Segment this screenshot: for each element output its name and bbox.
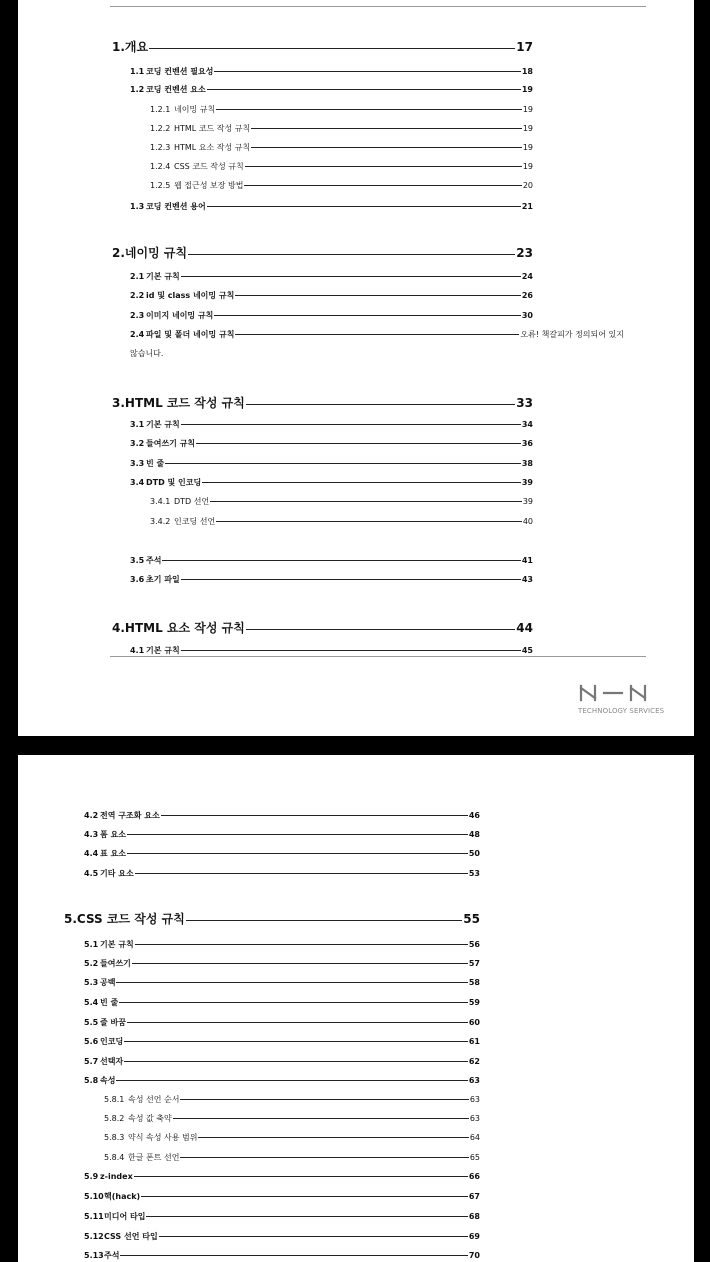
toc-number: 5.8.3 [104,1133,125,1142]
toc-leader-line [216,521,522,522]
document-page-2 [18,755,694,1262]
toc-title: 약식 속성 사용 범위 [128,1133,198,1142]
toc-page-number: 19 [521,85,533,94]
toc-title: 미디어 타입 [104,1212,146,1221]
toc-page-number: 67 [468,1192,480,1201]
toc-label [84,1211,145,1222]
toc-label [104,1113,172,1124]
toc-label [84,1075,115,1086]
toc-label [84,829,126,840]
toc-leader-line [188,254,515,255]
toc-leader-line [207,206,521,207]
toc-label [130,201,206,212]
toc-title: 속성 [100,1076,116,1085]
toc-page-number: 오류! 책갈피가 정의되어 있지 [520,330,624,339]
toc-label [84,977,115,988]
toc-subsection[interactable] [104,1152,480,1163]
toc-label [130,329,234,340]
toc-subsection[interactable] [104,1094,480,1105]
toc-label [130,271,180,282]
toc-leader-line [181,276,521,277]
toc-number: 3.4 [130,478,145,487]
toc-title: CSS 코드 작성 규칙 [76,912,185,926]
toc-leader-line [251,147,522,148]
toc-leader-line [124,1041,468,1042]
toc-label [84,958,131,969]
toc-number: 5.4 [84,998,99,1007]
toc-page-number: 53 [468,869,480,878]
toc-section[interactable] [130,201,533,212]
toc-title: 기타 요소 [100,869,134,878]
toc-label [112,244,187,261]
toc-leader-line [146,1216,467,1217]
toc-page-number: 39 [521,478,533,487]
toc-label [112,394,245,411]
toc-leader-line [216,109,522,110]
toc-section[interactable] [84,1172,480,1181]
toc-number: 5.8.4 [104,1153,125,1162]
header-rule [110,6,646,7]
toc-page-number: 33 [516,396,533,410]
toc-title: 줄 바꿈 [100,1018,126,1027]
toc-subsection[interactable] [150,161,533,172]
toc-page-number: 26 [521,291,533,300]
toc-page-number: 38 [521,459,533,468]
toc-subsection[interactable] [150,180,533,191]
toc-number: 4.2 [84,811,99,820]
toc-number: 3.4.1 [150,497,171,506]
toc-title: 이미지 네이밍 규칙 [146,311,214,320]
toc-title: 초기 파일 [146,575,180,584]
toc-title: 폼 요소 [100,830,126,839]
toc-section[interactable] [84,848,480,859]
toc-label [84,848,126,859]
toc-page-number: 34 [521,420,533,429]
toc-page-number: 48 [468,830,480,839]
toc-page-number: 19 [522,105,533,114]
toc-section[interactable] [130,477,533,488]
document-page-1 [18,0,694,736]
toc-number: 5.1 [84,940,99,949]
toc-section[interactable] [130,645,533,656]
toc-heading[interactable] [112,38,533,55]
toc-leader-line [180,1099,468,1100]
toc-subsection[interactable] [104,1132,480,1143]
toc-title: HTML 코드 작성 규칙 [174,124,251,133]
toc-title: 코딩 컨벤션 필요성 [146,67,214,76]
toc-label [104,1152,179,1163]
toc-number: 1. [112,40,125,54]
toc-leader-line [134,1176,468,1177]
toc-section[interactable] [84,1250,480,1261]
toc-page-number: 17 [516,40,533,54]
toc-number: 5.2 [84,959,99,968]
toc-label [84,868,134,879]
toc-page-number: 36 [521,439,533,448]
toc-leader-line [235,334,519,335]
toc-leader-line [132,963,468,964]
toc-leader-line [202,482,521,483]
toc-heading[interactable] [64,910,480,927]
toc-page-number: 63 [468,1076,480,1085]
toc-page-number: 40 [522,517,533,526]
toc-label [150,123,250,134]
toc-page-number: 20 [522,181,533,190]
toc-page-number: 64 [469,1133,480,1142]
toc-page-number: 58 [468,978,480,987]
toc-page-number: 57 [468,959,480,968]
toc-title: HTML 요소 작성 규칙 [124,621,245,635]
toc-section[interactable] [84,868,480,879]
toc-section[interactable] [84,939,480,950]
toc-number: 3.6 [130,575,145,584]
toc-leader-line [116,982,467,983]
toc-number: 4.5 [84,869,99,878]
toc-label [130,458,164,469]
nhn-logo [578,684,648,702]
toc-title: CSS 코드 작성 규칙 [174,162,244,171]
toc-leader-line [196,443,521,444]
toc-section[interactable] [130,555,533,566]
toc-section[interactable] [84,1056,480,1067]
toc-page-number: 23 [516,246,533,260]
toc-number: 5.7 [84,1057,99,1066]
toc-heading[interactable] [112,619,533,636]
toc-number: 3. [112,396,125,410]
toc-label [150,516,215,527]
toc-label [84,1250,119,1261]
toc-title: 기본 규칙 [146,420,180,429]
toc-title: 기본 규칙 [146,272,180,281]
toc-section[interactable] [84,829,480,840]
toc-subsection[interactable] [104,1113,480,1124]
toc-title: 속성 선언 순서 [128,1095,180,1104]
toc-title: 기본 규칙 [146,646,180,655]
toc-number: 2.1 [130,272,145,281]
toc-leader-line [245,166,522,167]
toc-subsection[interactable] [150,123,533,134]
toc-label [84,1191,140,1202]
toc-page-number: 59 [468,998,480,1007]
toc-leader-line [161,815,468,816]
toc-subsection[interactable] [150,496,533,507]
toc-number: 5.11 [84,1212,104,1221]
toc-label [130,310,213,321]
footer-rule [110,656,646,657]
toc-leader-line [181,579,521,580]
toc-section[interactable] [130,329,624,340]
toc-number: 4.3 [84,830,99,839]
toc-page-number: 69 [468,1232,480,1241]
toc-leader-line [235,295,520,296]
toc-label [150,104,215,115]
toc-title: 파일 및 폴더 네이밍 규칙 [146,330,235,339]
toc-title: 네이밍 규칙 [174,105,216,114]
toc-label [84,1172,133,1181]
toc-page-number: 19 [522,143,533,152]
toc-title: 표 요소 [100,849,126,858]
toc-label [84,1017,126,1028]
toc-number: 1.2.4 [150,162,171,171]
toc-number: 2.4 [130,330,145,339]
toc-subsection[interactable] [150,516,533,527]
toc-title: 들여쓰기 규칙 [146,439,196,448]
toc-label [104,1132,197,1143]
toc-leader-line [116,1080,467,1081]
toc-label [130,477,201,488]
toc-label [84,1036,123,1047]
toc-number: 5.10 [84,1192,104,1201]
toc-section[interactable] [84,1075,480,1086]
toc-page-number: 24 [521,272,533,281]
toc-label [150,161,244,172]
toc-page-number: 62 [468,1057,480,1066]
toc-subsection[interactable] [150,142,533,153]
toc-number: 3.2 [130,439,145,448]
toc-page-number: 56 [468,940,480,949]
toc-page-number: 46 [468,811,480,820]
toc-leader-line [127,834,468,835]
toc-page-number: 44 [516,621,533,635]
toc-section[interactable] [84,977,480,988]
toc-section[interactable] [84,1211,480,1222]
toc-leader-line [141,1196,468,1197]
toc-title: HTML 코드 작성 규칙 [124,396,245,410]
toc-section[interactable] [130,458,533,469]
toc-number: 3.3 [130,459,145,468]
toc-number: 3.1 [130,420,145,429]
toc-section[interactable] [84,1231,480,1242]
toc-number: 5.8.1 [104,1095,125,1104]
toc-label [130,290,234,301]
toc-number: 2. [112,246,125,260]
toc-leader-line [210,501,522,502]
toc-title: 한글 폰트 선언 [128,1153,180,1162]
toc-leader-line [159,1236,468,1237]
toc-label [84,810,160,821]
toc-number: 2.3 [130,311,145,320]
toc-label [84,1056,123,1067]
toc-title: 선택자 [100,1057,124,1066]
toc-number: 5. [64,912,77,926]
toc-leader-line [135,873,468,874]
toc-leader-line [246,404,515,405]
toc-number: 1.2.3 [150,143,171,152]
toc-label [130,84,206,95]
toc-label [104,1094,179,1105]
toc-leader-line [135,944,468,945]
toc-label [130,438,195,449]
toc-title: 주석 [146,556,162,565]
toc-leader-line [181,424,521,425]
toc-title: 웹 접근성 보장 방법 [174,181,244,190]
toc-leader-line [207,89,521,90]
toc-subsection[interactable] [150,104,533,115]
toc-number: 5.6 [84,1037,99,1046]
toc-leader-line [180,1157,468,1158]
toc-section[interactable] [130,66,533,77]
toc-number: 1.2.2 [150,124,171,133]
toc-title: 속성 값 축약 [128,1114,172,1123]
toc-page-number: 68 [468,1212,480,1221]
toc-label [130,419,180,430]
toc-leader-line [198,1137,468,1138]
toc-label [84,939,134,950]
toc-title: 공백 [100,978,116,987]
toc-leader-line [246,629,515,630]
toc-page-number: 45 [521,646,533,655]
toc-label [130,66,213,77]
toc-section[interactable] [130,310,533,321]
toc-leader-line [120,1255,467,1256]
toc-page-number: 60 [468,1018,480,1027]
toc-number: 1.2.5 [150,181,171,190]
toc-section[interactable] [130,271,533,282]
toc-leader-line [251,128,522,129]
toc-number: 2.2 [130,291,145,300]
toc-number: 3.5 [130,556,145,565]
toc-label [84,997,118,1008]
toc-title: 개요 [124,40,149,54]
toc-number: 5.8 [84,1076,99,1085]
toc-title: DTD 선언 [174,497,210,506]
toc-title: 빈 줄 [100,998,119,1007]
toc-section[interactable] [130,438,533,449]
toc-title: 코딩 컨벤션 용어 [146,202,206,211]
toc-leader-line [186,920,463,921]
toc-title: 기본 규칙 [100,940,134,949]
toc-title: DTD 및 인코딩 [146,478,202,487]
toc-number: 4. [112,621,125,635]
toc-error-continuation: 않습니다. [130,349,164,358]
toc-page-number: 43 [521,575,533,584]
toc-label [64,910,185,927]
toc-number: 1.3 [130,202,145,211]
toc-leader-line [214,315,520,316]
toc-page-number: 30 [521,311,533,320]
toc-number: 5.13 [84,1251,104,1260]
toc-title: 인코딩 선언 [174,517,216,526]
toc-page-number: 39 [522,497,533,506]
toc-title: 빈 줄 [146,459,165,468]
toc-section[interactable] [130,574,533,585]
toc-title: 코딩 컨벤션 요소 [146,85,206,94]
toc-section[interactable] [84,1036,480,1047]
toc-page-number: 61 [468,1037,480,1046]
logo-subtitle: TECHNOLOGY SERVICES [578,707,665,715]
toc-page-number: 65 [469,1153,480,1162]
toc-leader-line [162,560,520,561]
toc-section[interactable] [84,958,480,969]
toc-title: CSS 선언 타입 [104,1232,158,1241]
toc-title: 주석 [104,1251,120,1260]
toc-label [130,555,161,566]
toc-label [84,1231,158,1242]
toc-section[interactable] [130,419,533,430]
toc-page-number: 18 [521,67,533,76]
toc-page-number: 19 [522,162,533,171]
toc-number: 1.1 [130,67,145,76]
toc-page-number: 41 [521,556,533,565]
toc-label [130,645,180,656]
toc-page-number: 55 [463,912,480,926]
toc-section[interactable] [130,84,533,95]
toc-number: 4.1 [130,646,145,655]
toc-title: 들여쓰기 [100,959,131,968]
toc-section[interactable] [84,1191,480,1202]
toc-leader-line [214,71,520,72]
toc-section[interactable] [84,810,480,821]
toc-page-number: 21 [521,202,533,211]
toc-label [150,496,209,507]
toc-title: 네이밍 규칙 [124,246,188,260]
toc-label [130,574,180,585]
toc-leader-line [149,48,515,49]
toc-number: 5.5 [84,1018,99,1027]
toc-page-number: 66 [468,1172,480,1181]
toc-number: 1.2 [130,85,145,94]
toc-label [112,619,245,636]
toc-section[interactable] [130,290,533,301]
toc-leader-line [127,853,468,854]
toc-number: 3.4.2 [150,517,171,526]
toc-leader-line [165,463,521,464]
toc-label [150,142,250,153]
toc-page-number: 19 [522,124,533,133]
toc-number: 1.2.1 [150,105,171,114]
toc-title: 핵(hack) [104,1192,141,1201]
toc-title: 인코딩 [100,1037,124,1046]
toc-page-number: 63 [469,1095,480,1104]
toc-leader-line [127,1022,468,1023]
toc-title: 전역 구조화 요소 [100,811,160,820]
toc-label [112,38,148,55]
toc-leader-line [119,1002,468,1003]
toc-page-number: 50 [468,849,480,858]
toc-label [150,180,243,191]
toc-page-number: 70 [468,1251,480,1260]
toc-section[interactable] [84,997,480,1008]
toc-page-number: 63 [469,1114,480,1123]
toc-leader-line [124,1061,468,1062]
toc-number: 5.12 [84,1232,104,1241]
toc-number: 4.4 [84,849,99,858]
toc-number: 5.9 [84,1172,99,1181]
toc-heading[interactable] [112,244,533,261]
toc-leader-line [181,650,521,651]
toc-leader-line [244,185,521,186]
toc-title: HTML 요소 작성 규칙 [174,143,251,152]
toc-title: z-index [100,1172,133,1181]
toc-leader-line [173,1118,469,1119]
toc-number: 5.3 [84,978,99,987]
toc-heading[interactable] [112,394,533,411]
toc-section[interactable] [84,1017,480,1028]
toc-number: 5.8.2 [104,1114,125,1123]
toc-title: id 및 class 네이밍 규칙 [146,291,235,300]
